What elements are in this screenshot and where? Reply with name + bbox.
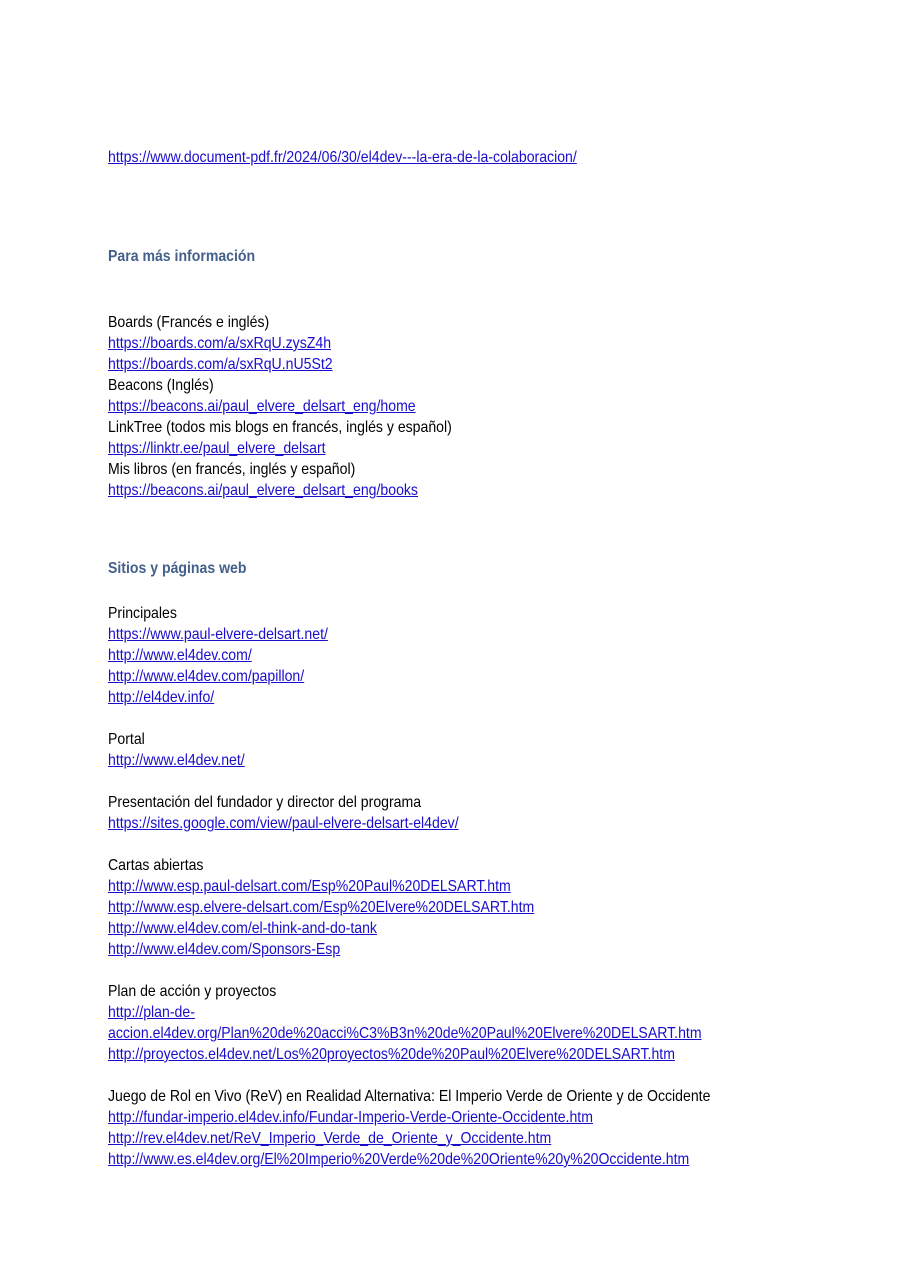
- label-rev: Juego de Rol en Vivo (ReV) en Realidad Alternativa: El Imperio Verde de Oriente y de Occidente: [108, 1088, 711, 1105]
- link-carta[interactable]: http://www.esp.elvere-delsart.com/Esp%20Elvere%20DELSART.htm: [108, 899, 535, 916]
- label-beacons: Beacons (Inglés): [108, 377, 214, 394]
- heading-mas-informacion: Para más información: [108, 248, 256, 265]
- link-portal[interactable]: http://www.el4dev.net/: [108, 752, 245, 769]
- label-linktree: LinkTree (todos mis blogs en francés, inglés y español): [108, 419, 452, 436]
- label-boards: Boards (Francés e inglés): [108, 314, 270, 331]
- link-site[interactable]: http://www.el4dev.com/: [108, 647, 252, 664]
- link-carta[interactable]: http://www.el4dev.com/el-think-and-do-tank: [108, 920, 377, 937]
- label-principales: Principales: [108, 605, 177, 622]
- link-proyectos[interactable]: http://proyectos.el4dev.net/Los%20proyectos%20de%20Paul%20Elvere%20DELSART.htm: [108, 1046, 675, 1063]
- label-fundador: Presentación del fundador y director del programa: [108, 794, 422, 811]
- link-beacons-home[interactable]: https://beacons.ai/paul_elvere_delsart_eng/home: [108, 398, 416, 415]
- link-rev[interactable]: http://rev.el4dev.net/ReV_Imperio_Verde_de_Oriente_y_Occidente.htm: [108, 1130, 552, 1147]
- document-page: [108, 147, 898, 1170]
- label-plan: Plan de acción y proyectos: [108, 983, 277, 1000]
- link-plan-part1[interactable]: http://plan-de-: [108, 1004, 195, 1021]
- link-carta[interactable]: http://www.esp.paul-delsart.com/Esp%20Paul%20DELSART.htm: [108, 878, 511, 895]
- label-libros: Mis libros (en francés, inglés y español): [108, 461, 356, 478]
- link-site[interactable]: https://www.paul-elvere-delsart.net/: [108, 626, 328, 643]
- link-fundador[interactable]: https://sites.google.com/view/paul-elvere-delsart-el4dev/: [108, 815, 459, 832]
- label-cartas: Cartas abiertas: [108, 857, 204, 874]
- link-linktree[interactable]: https://linktr.ee/paul_elvere_delsart: [108, 440, 326, 457]
- link-plan-part2[interactable]: accion.el4dev.org/Plan%20de%20acci%C3%B3n%20de%20Paul%20Elvere%20DELSART.htm: [108, 1025, 702, 1042]
- label-portal: Portal: [108, 731, 145, 748]
- link-site[interactable]: http://el4dev.info/: [108, 689, 215, 706]
- link-beacons-books[interactable]: https://beacons.ai/paul_elvere_delsart_eng/books: [108, 482, 418, 499]
- heading-sitios: Sitios y páginas web: [108, 560, 247, 577]
- link-rev[interactable]: http://www.es.el4dev.org/El%20Imperio%20Verde%20de%20Oriente%20y%20Occidente.htm: [108, 1151, 690, 1168]
- link-boards-1[interactable]: https://boards.com/a/sxRqU.zysZ4h: [108, 335, 332, 352]
- link-boards-2[interactable]: https://boards.com/a/sxRqU.nU5St2: [108, 356, 333, 373]
- link-document-pdf[interactable]: https://www.document-pdf.fr/2024/06/30/el4dev---la-era-de-la-colaboracion/: [108, 149, 577, 166]
- link-site[interactable]: http://www.el4dev.com/papillon/: [108, 668, 305, 685]
- link-rev[interactable]: http://fundar-imperio.el4dev.info/Fundar-Imperio-Verde-Oriente-Occidente.htm: [108, 1109, 593, 1126]
- link-carta[interactable]: http://www.el4dev.com/Sponsors-Esp: [108, 941, 341, 958]
